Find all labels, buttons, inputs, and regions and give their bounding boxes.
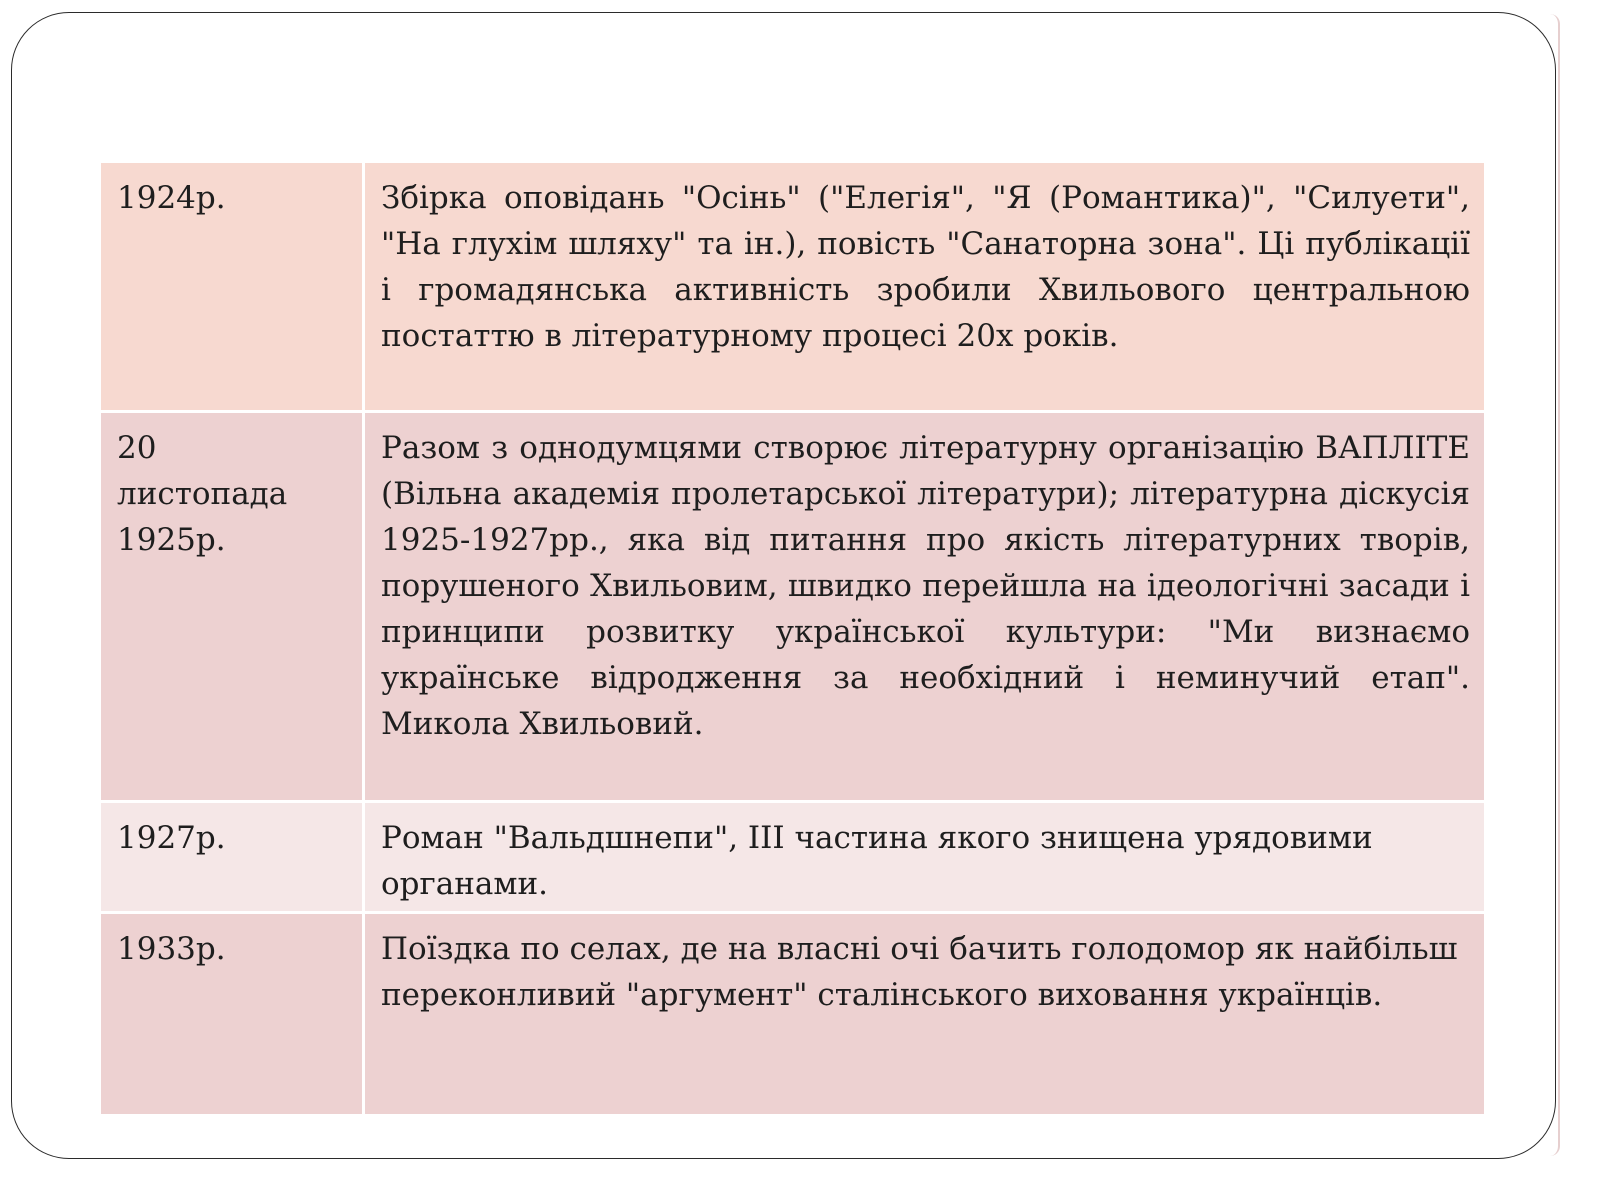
table-row [100, 913, 1486, 1116]
timeline-table [98, 160, 1487, 1117]
table-row [100, 802, 1486, 913]
description-cell: Збірка оповідань "Осінь" ("Елегія", "Я (Романтика)", "Силуети", "На глухім шляху" та ін.), повість "Санаторна зона". Ці публікації і громадянська активність зробили Хвильового центральною постаттю в літературному процесі 20х років. [364, 162, 1486, 412]
date-cell: 1924р. [100, 162, 364, 412]
description-cell: Поїздка по селах, де на власні очі бачить голодомор як найбільш переконливий "аргумент" сталінського виховання українців. [364, 913, 1486, 1116]
description-cell: Разом з однодумцями створює літературну організацію ВАПЛІТЕ (Вільна академія пролетарської літератури); літературна діскусія 1925-1927рр., яка від питання про якість літературних творів, порушеного Хвильовим, швидко перейшла на ідеологічні засади і принципи розвитку української культури: "Ми визнаємо українське відродження за необхідний і неминучий етап". Микола Хвильовий. [364, 412, 1486, 802]
table-row [100, 412, 1486, 802]
date-cell: 1933р. [100, 913, 364, 1116]
date-cell: 20 листопада 1925р. [100, 412, 364, 802]
description-cell: Роман "Вальдшнепи", III частина якого знищена урядовими органами. [364, 802, 1486, 913]
table-row [100, 162, 1486, 412]
date-cell: 1927р. [100, 802, 364, 913]
slide-shadow-edge [1550, 14, 1560, 1156]
